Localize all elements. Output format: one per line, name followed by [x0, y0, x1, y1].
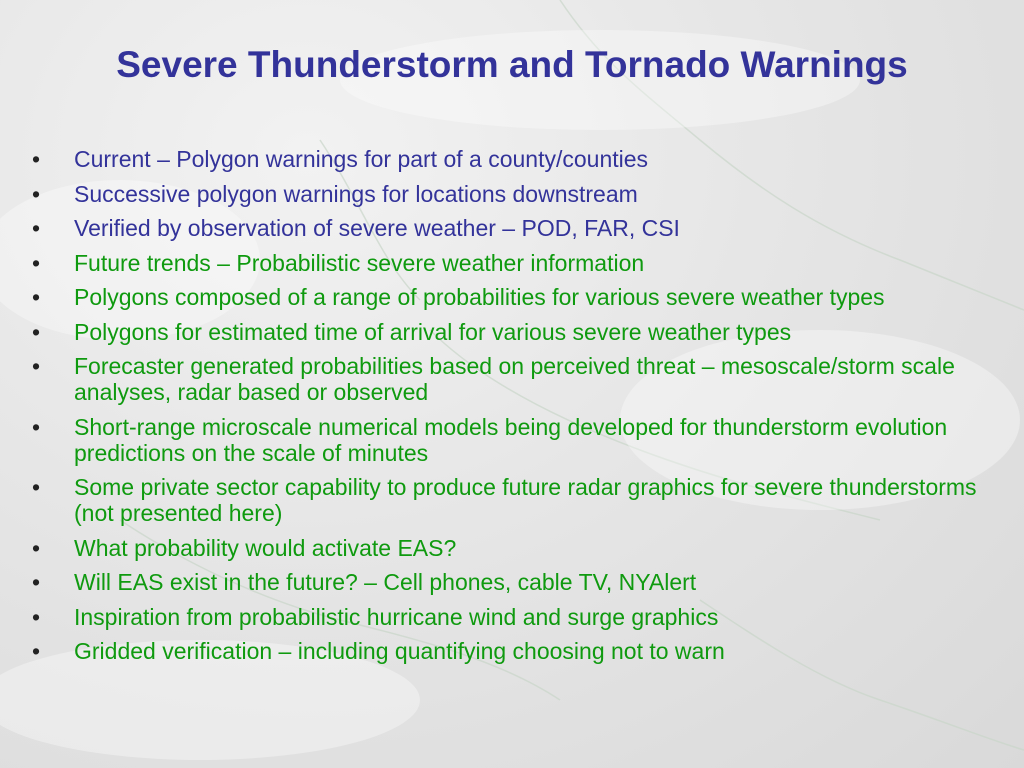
bullet-icon: • [32, 318, 41, 345]
bullet-icon: • [32, 638, 41, 664]
slide-title: Severe Thunderstorm and Tornado Warnings [116, 44, 908, 85]
bullet-text: Current – Polygon warnings for part of a county/counties [74, 146, 649, 172]
bullet-icon: • [32, 146, 41, 172]
bullet-text: Short-range microscale numerical models being developed for thunderstorm evolution predictions on the scale of minutes [74, 413, 948, 466]
bullet-list [28, 146, 988, 673]
list-item [28, 181, 988, 207]
bullet-text: Inspiration from probabilistic hurricane wind and surge graphics [74, 603, 719, 630]
bullet-text: Will EAS exist in the future? – Cell phones, cable TV, NYAlert [74, 569, 697, 595]
list-item [28, 638, 988, 664]
bullet-text: Polygons for estimated time of arrival for various severe weather types [74, 318, 792, 345]
bullet-text: Future trends – Probabilistic severe weather information [74, 249, 645, 276]
bullet-text: What probability would activate EAS? [74, 534, 457, 561]
list-item [28, 319, 988, 345]
bullet-icon: • [32, 180, 41, 207]
bullet-icon: • [32, 284, 41, 310]
bullet-icon: • [32, 249, 41, 276]
bullet-icon: • [32, 353, 41, 379]
list-item [28, 569, 988, 595]
list-item [28, 284, 988, 310]
bullet-text: Gridded verification – including quantifying choosing not to warn [74, 638, 725, 664]
list-item [28, 353, 988, 405]
list-item [28, 535, 988, 561]
list-item [28, 414, 988, 466]
bullet-icon: • [32, 413, 41, 440]
bullet-icon: • [32, 215, 41, 241]
list-item [28, 146, 988, 172]
list-item [28, 250, 988, 276]
bullet-text: Polygons composed of a range of probabilities for various severe weather types [74, 284, 885, 310]
list-item [28, 215, 988, 241]
bullet-icon: • [32, 569, 41, 595]
list-item [28, 604, 988, 630]
bullet-icon: • [32, 603, 41, 630]
bullet-text: Verified by observation of severe weather – POD, FAR, CSI [74, 215, 680, 241]
bullet-text: Successive polygon warnings for locations downstream [74, 180, 638, 207]
bullet-icon: • [32, 474, 41, 500]
bullet-text: Forecaster generated probabilities based on perceived threat – mesoscale/storm scale analyses, radar based or observed [74, 353, 955, 405]
bullet-text: Some private sector capability to produce future radar graphics for severe thunderstorms (not presented here) [74, 474, 977, 526]
list-item [28, 474, 988, 526]
bullet-icon: • [32, 534, 41, 561]
